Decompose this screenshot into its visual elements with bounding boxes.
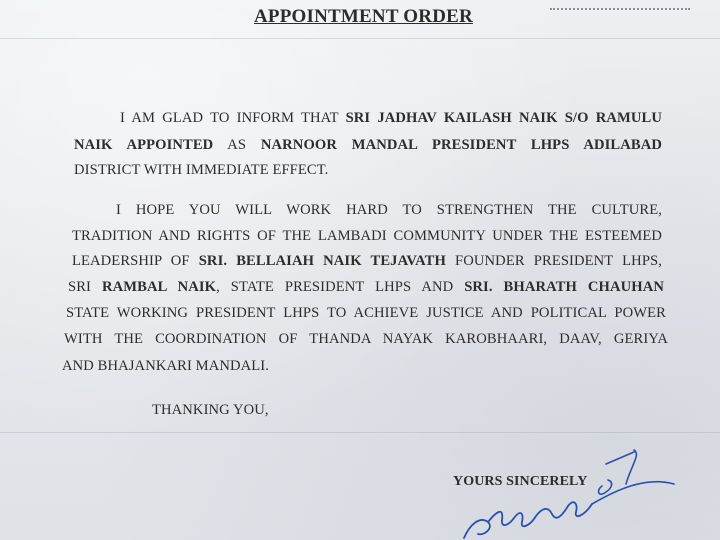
paper-crease [0, 38, 720, 39]
paragraph-1-line-3: DISTRICT WITH IMMEDIATE EFFECT. [74, 162, 329, 178]
paragraph-2-line-2: TRADITION AND RIGHTS OF THE LAMBADI COMMUNITY UNDER THE ESTEEMED [72, 228, 662, 244]
state-president-name: RAMBAL NAIK [101, 279, 217, 295]
appointee-name-cont: NAIK APPOINTED [74, 137, 214, 153]
signature-stroke [599, 480, 612, 494]
text-run: AS [213, 137, 261, 153]
closing-text: YOURS SINCERELY [453, 474, 588, 489]
signature-stroke [464, 502, 592, 538]
text-run: LEADERSHIP OF [72, 253, 199, 269]
paragraph-2-line-6: WITH THE COORDINATION OF THANDA NAYAK KAROBHAARI, DAAV, GERIYA [64, 331, 668, 347]
paragraph-2-line-4 [68, 279, 664, 296]
text-run: FOUNDER PRESIDENT LHPS, [445, 253, 662, 269]
founder-name: SRI. BELLAIAH NAIK TEJAVATH [198, 253, 446, 269]
paragraph-1-line-1 [120, 110, 662, 127]
paragraph-2-line-7: AND BHAJANKARI MANDALI. [62, 358, 270, 374]
signature-scribble [456, 446, 720, 540]
appointee-name: SRI JADHAV KAILASH NAIK S/O RAMULU [345, 110, 662, 126]
paragraph-2-line-5: STATE WORKING PRESIDENT LHPS TO ACHIEVE JUSTICE AND POLITICAL POWER [66, 305, 666, 321]
paragraph-2-line-1: I HOPE YOU WILL WORK HARD TO STRENGTHEN THE CULTURE, [116, 202, 662, 218]
paragraph-1-line-2 [74, 137, 662, 154]
text-run: , STATE PRESIDENT LHPS AND [216, 279, 465, 295]
paper-crease [0, 432, 720, 433]
thanks-text: THANKING YOU, [152, 402, 269, 418]
appointment-position: NARNOOR MANDAL PRESIDENT LHPS ADILABAD [260, 137, 663, 153]
page-title: APPOINTMENT ORDER [254, 6, 473, 27]
dotted-line [550, 0, 690, 10]
text-run: I AM GLAD TO INFORM THAT [120, 110, 346, 126]
text-run: SRI [68, 279, 102, 295]
paragraph-2-line-3 [72, 253, 662, 270]
signature-stroke [606, 450, 636, 484]
working-president-name: SRI. BHARATH CHAUHAN [464, 279, 664, 295]
